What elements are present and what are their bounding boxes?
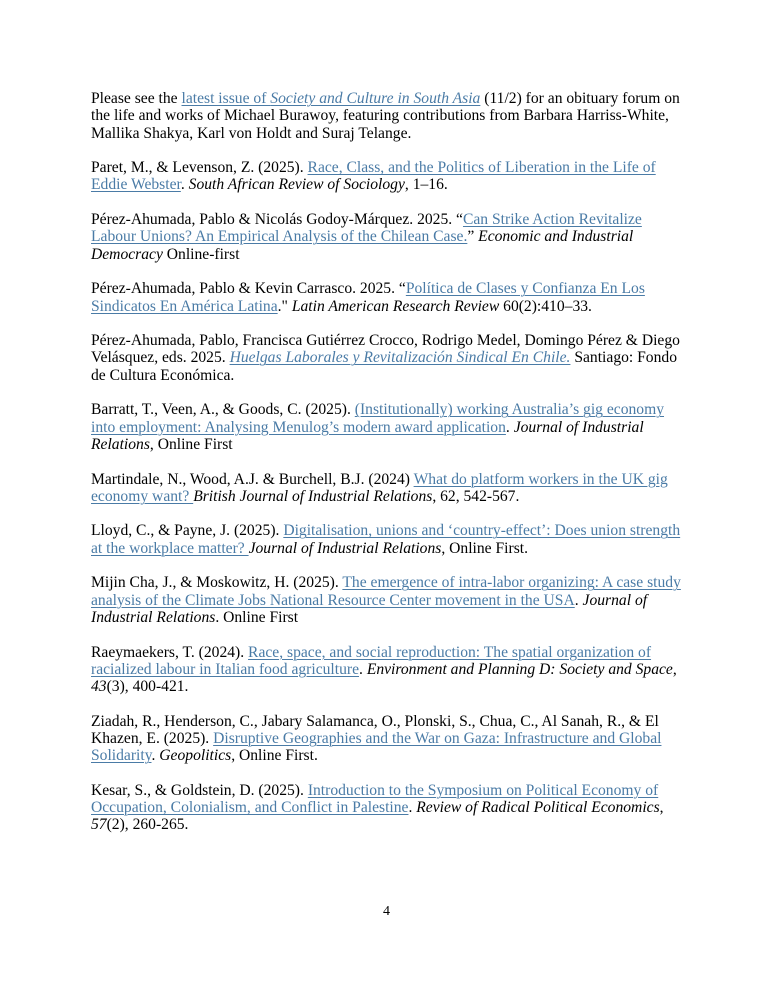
reference-entry (91, 644, 683, 696)
reference-entry (91, 471, 683, 506)
reference-link[interactable]: Race, space, and social reproduction: The spatial organization of racialized labour in Italian food agriculture (91, 643, 652, 678)
reference-text: . (151, 747, 160, 765)
reference-text: . (180, 176, 189, 194)
reference-entry (91, 332, 683, 384)
reference-text: Martindale, N., Wood, A.J. & Burchell, B.J. (2024) (91, 470, 414, 488)
reference-entry (91, 522, 683, 557)
reference-text: Ziadah, R., Henderson, C., Jabary Salamanca, O., Plonski, S., Chua, C., Al Sanah, R., & El Khazen, E. (2025). (91, 712, 659, 747)
journal-title: 43 (91, 678, 107, 696)
reference-link[interactable]: (Institutionally) working Australia’s gig economy into employment: Analysing Menulog’s modern award application (91, 401, 665, 436)
reference-text: Pérez-Ahumada, Pablo, Francisca Gutiérrez Crocco, Rodrigo Medel, Domingo Pérez & Diego Velásquez, eds. 2025. (91, 332, 680, 367)
reference-text: , (672, 660, 677, 678)
journal-title: Geopolitics (159, 747, 232, 765)
reference-entry (91, 713, 683, 765)
reference-text: Santiago: Fondo de Cultura Económica. (91, 349, 677, 384)
journal-title: Journal of Industrial Relations (91, 418, 644, 453)
reference-text: Raeymaekers, T. (2024). (91, 643, 249, 661)
reference-text: . (574, 591, 583, 609)
journal-title: British Journal of Industrial Relations (193, 487, 433, 505)
reference-text: Mijin Cha, J., & Moskowitz, H. (2025). (91, 574, 343, 592)
reference-text: 60(2):410–33. (499, 297, 592, 315)
reference-text: , 1–16. (404, 176, 448, 194)
reference-text: , (659, 799, 664, 817)
reference-entry (91, 159, 683, 194)
reference-text: Please see the (91, 90, 182, 107)
reference-link[interactable]: latest issue of (181, 90, 271, 107)
reference-text: (3), 400-421. (106, 678, 189, 696)
reference-link[interactable]: Race, Class, and the Politics of Liberation in the Life of Eddie Webster (91, 159, 656, 194)
reference-text: ” (467, 228, 479, 246)
reference-entry (91, 574, 683, 626)
reference-text: . (505, 418, 514, 436)
reference-link[interactable]: Disruptive Geographies and the War on Gaza: Infrastructure and Global Solidarity (91, 729, 662, 765)
reference-text: Barratt, T., Veen, A., & Goods, C. (2025). (91, 401, 355, 419)
reference-link[interactable]: The emergence of intra-labor organizing: A case study analysis of the Climate Jobs National Resource Center movement in the USA (91, 574, 681, 609)
reference-text: . (359, 660, 367, 678)
journal-title: Review of Radical Political Economics (416, 799, 660, 817)
reference-link[interactable]: Digitalisation, unions and ‘country-effect’: Does union strength at the workplace matter? (91, 522, 681, 557)
reference-entry (91, 782, 683, 834)
reference-link[interactable]: Huelgas Laborales y Revitalización Sindical En Chile. (229, 349, 571, 367)
reference-link[interactable]: Can Strike Action Revitalize Labour Unions? An Empirical Analysis of the Chilean Case. (91, 211, 642, 246)
reference-link[interactable]: Política de Clases y Confianza En Los Sindicatos En América Latina (91, 280, 645, 315)
reference-text: Pérez-Ahumada, Pablo & Nicolás Godoy-Márquez. 2025. “ (91, 211, 463, 229)
reference-text: (11/2) for an obituary forum on the life and works of Michael Burawoy, featuring contributions from Barbara Harriss-White, Mallika Shakya, Karl von Holdt and Suraj Telange. (91, 90, 680, 142)
journal-title: Environment and Planning D: Society and Space (366, 660, 673, 678)
reference-entry (91, 401, 683, 453)
reference-text: (2), 260-265. (106, 816, 189, 834)
reference-entry (91, 90, 683, 142)
reference-text: , Online First. (231, 747, 318, 765)
reference-link[interactable]: Society and Culture in South Asia (270, 90, 481, 107)
journal-title: South African Review of Sociology (188, 176, 405, 194)
reference-list (91, 90, 683, 851)
reference-text: Paret, M., & Levenson, Z. (2025). (91, 159, 308, 177)
reference-link[interactable]: What do platform workers in the UK gig economy want? (91, 470, 668, 505)
reference-text: , 62, 542-567. (432, 487, 520, 505)
journal-title: Latin American Research Review (291, 297, 500, 315)
reference-text: Lloyd, C., & Payne, J. (2025). (91, 522, 284, 540)
journal-title: Journal of Industrial Relations (91, 591, 648, 626)
reference-entry (91, 211, 683, 263)
journal-title: 57 (91, 816, 107, 834)
reference-entry (91, 280, 683, 315)
reference-text: Online-first (162, 245, 240, 263)
reference-text: ." (277, 297, 292, 315)
page-number: 4 (383, 904, 390, 919)
reference-text: Pérez-Ahumada, Pablo & Kevin Carrasco. 2025. “ (91, 280, 406, 298)
reference-text: . Online First (215, 608, 299, 626)
journal-title: Economic and Industrial Democracy (91, 228, 634, 263)
reference-text: , Online First. (441, 539, 528, 557)
reference-text: , Online First (149, 435, 233, 453)
journal-title: Journal of Industrial Relations (248, 539, 442, 557)
reference-text: Kesar, S., & Goldstein, D. (2025). (91, 781, 308, 799)
reference-text: . (408, 799, 417, 817)
reference-link[interactable]: Introduction to the Symposium on Political Economy of Occupation, Colonialism, and Conflict in Palestine (91, 781, 659, 817)
